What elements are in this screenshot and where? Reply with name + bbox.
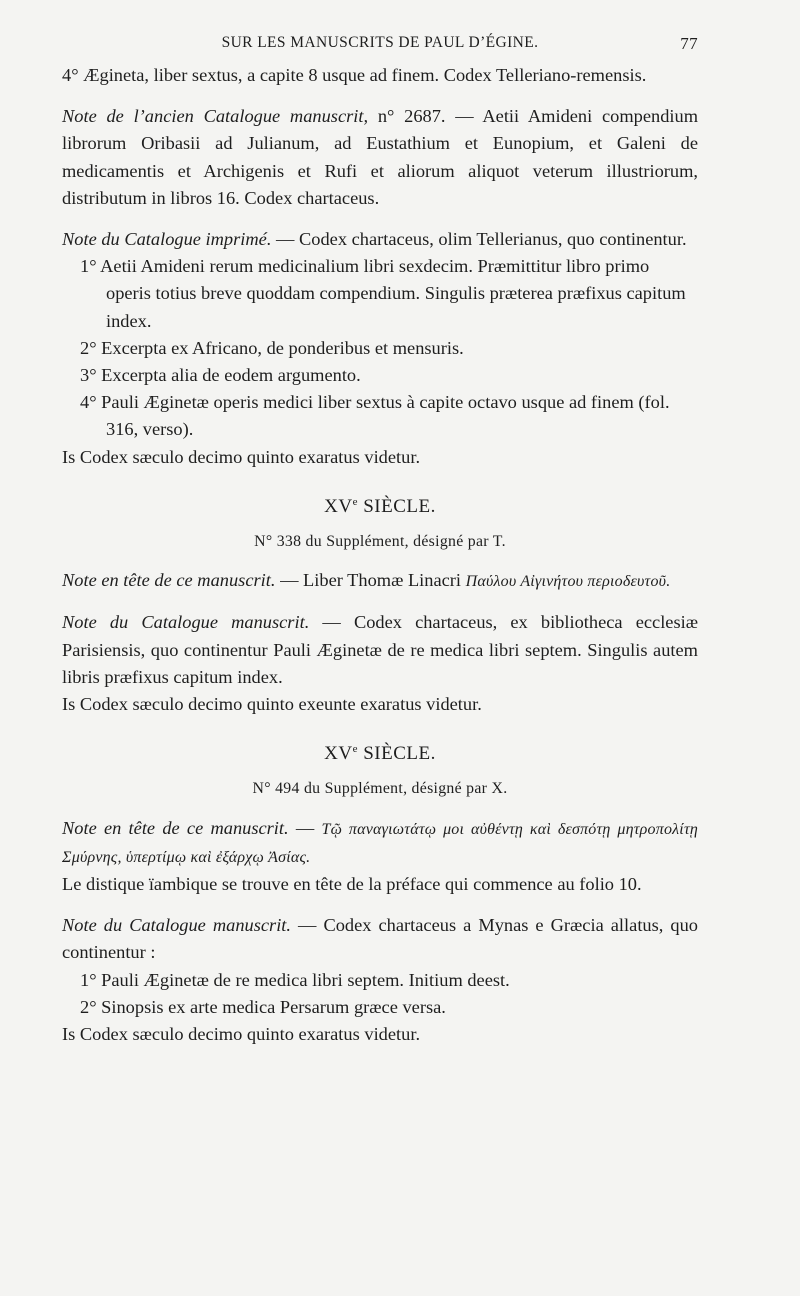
list-item: 1° Pauli Æginetæ de re medica libri septem. Initium deest.: [80, 969, 510, 990]
catalogue-manuscrit-note: [62, 609, 698, 691]
manuscript-note: [62, 567, 698, 595]
note-text: —: [288, 817, 322, 838]
section-heading: XVe SIÈCLE.: [324, 743, 436, 765]
note-label: Note du Catalogue imprimé.: [62, 229, 272, 250]
running-head-title: SUR LES MANUSCRITS DE PAUL D’ÉGINE.: [221, 34, 539, 51]
note-text: — Codex chartaceus, olim Tellerianus, quo continentur.: [271, 229, 687, 250]
list-item: 2° Excerpta ex Africano, de ponderibus et mensuris.: [80, 337, 464, 358]
list-item: 4° Pauli Æginetæ operis medici liber sextus à capite octavo usque ad finem (fol. 316, verso).: [80, 392, 670, 440]
note-text: n° 2687. — Aetii Amideni compendium librorum Oribasii ad Julianum, ad Eustathium et Eunopium, et Galeni de medicamentis et Archigenis et Rufi et aliorum aliquot veterum illustriorum, distributum in libros 16. Codex chartaceus.: [62, 106, 698, 208]
note-label: Note de l’ancien Catalogue manuscrit,: [62, 106, 369, 127]
distique-paragraph: Le distique ïambique se trouve en tête de la préface qui commence au folio 10.: [62, 874, 642, 895]
note-label: Note en tête de ce manuscrit.: [62, 570, 276, 591]
catalogue-manuscrit-note: [62, 912, 698, 966]
note-label: Note du Catalogue manuscrit.: [62, 915, 292, 936]
note-label: Note en tête de ce manuscrit.: [62, 817, 289, 838]
list-item: 2° Sinopsis ex arte medica Persarum græce versa.: [80, 996, 446, 1017]
greek-text: Παύλου Αἰγινήτου περιοδευτοῦ.: [465, 573, 671, 591]
note-text: — Codex chartaceus, ex bibliotheca ecclesiæ Parisiensis, quo continentur Pauli Æginetæ de re medica libri septem. Singulis autem libris præfixus capitum index.: [62, 612, 699, 687]
list-item: 1° Aetii Amideni rerum medicinalium libri sexdecim. Præmittitur libro primo operis totius breve quoddam compendium. Singulis præterea præfixus capitum index.: [80, 256, 686, 331]
page-body: [62, 62, 698, 1048]
note-text: — Codex chartaceus a Mynas e Græcia allatus, quo continentur :: [62, 915, 698, 963]
dating-statement: Is Codex sæculo decimo quinto exaratus videtur.: [62, 446, 421, 467]
list-item: 3° Excerpta alia de eodem argumento.: [80, 365, 361, 386]
page-number: 77: [680, 34, 698, 53]
greek-text: Τῷ παναγιωτάτῳ μοι αὐθέντῃ καὶ δεσπότῃ μητροπολίτῃ Σμύρνης, ὑπερτίμῳ καὶ ἐξάρχῳ Ἀσίας.: [62, 820, 699, 866]
manuscript-subheading: N° 338 du Supplément, désigné par T.: [254, 533, 506, 551]
note-label: Note du Catalogue manuscrit.: [62, 612, 310, 633]
dating-statement: Is Codex sæculo decimo quinto exeunte exaratus videtur.: [62, 694, 482, 715]
entry-4-continued: 4° Ægineta, liber sextus, a capite 8 usque ad finem. Codex Telleriano-remensis.: [62, 65, 647, 85]
manuscript-note: [62, 815, 698, 871]
running-head: [62, 34, 698, 52]
catalogue-imprime-note: [62, 226, 698, 253]
manuscript-subheading: N° 494 du Supplément, désigné par X.: [252, 780, 508, 798]
ancien-catalogue-note: [62, 103, 698, 212]
note-text: — Liber Thomæ Linacri: [275, 570, 466, 591]
section-heading: XVe SIÈCLE.: [324, 495, 436, 517]
dating-statement: Is Codex sæculo decimo quinto exaratus videtur.: [62, 1024, 421, 1045]
